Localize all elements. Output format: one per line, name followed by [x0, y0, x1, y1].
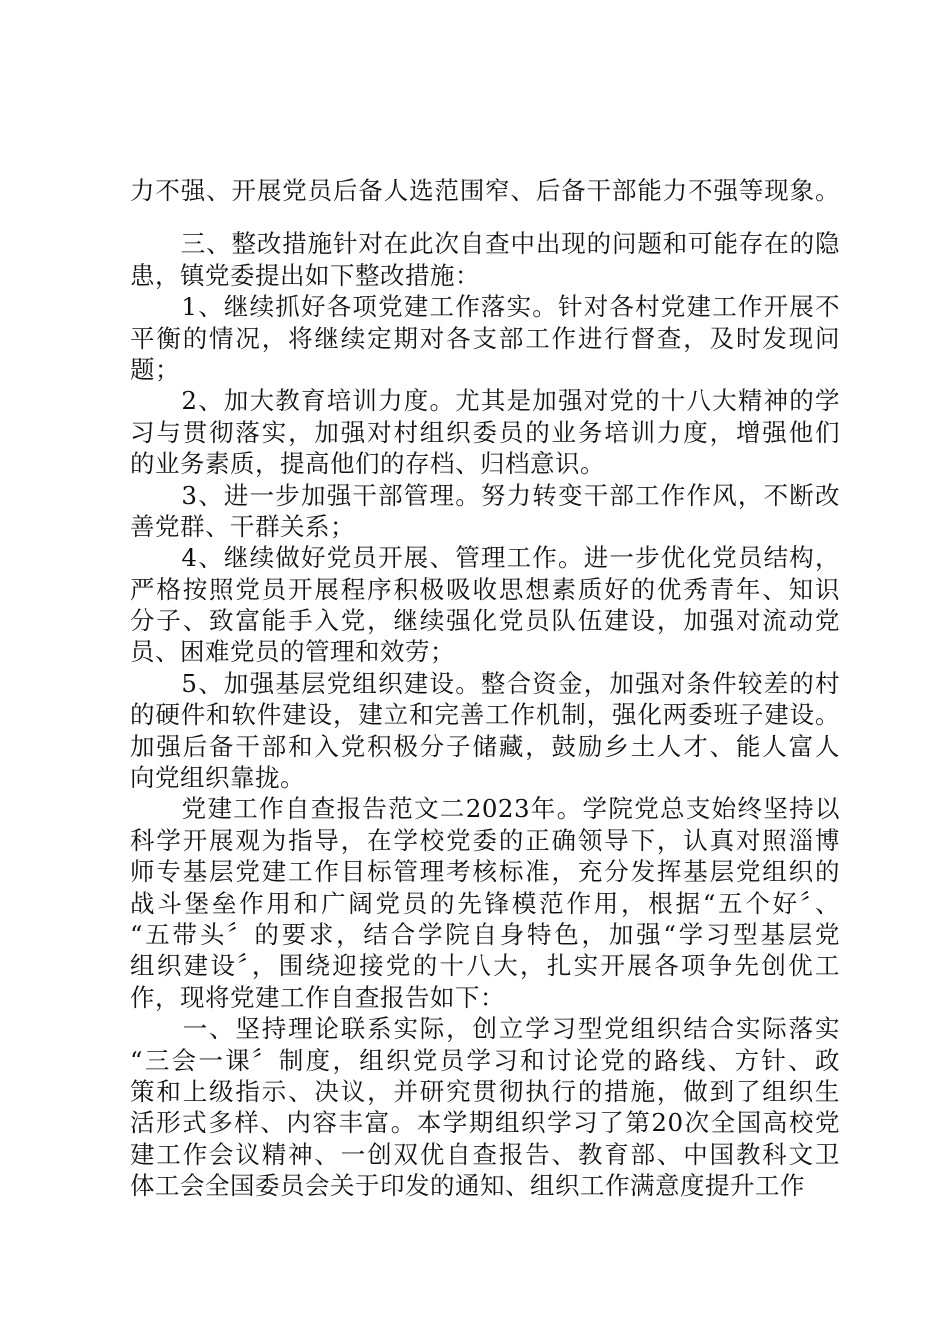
text-line: 作，现将党建工作自查报告如下：	[130, 982, 505, 1012]
text-line: 战斗堡垒作用和广阔党员的先锋模范作用，根据“五个好〞、	[130, 888, 840, 918]
text-line: 的业务素质，提高他们的存档、归档意识。	[130, 449, 605, 479]
text-line: 1、继续抓好各项党建工作落实。针对各村党建工作开展不	[130, 292, 840, 322]
text-line: 向党组织靠拢。	[130, 763, 305, 793]
text-line: 3、进一步加强干部管理。努力转变干部工作作风，不断改	[130, 480, 840, 510]
text-line: 党建工作自查报告范文二2023年。学院党总支始终坚持以	[130, 794, 840, 824]
text-line: 加强后备干部和入党积极分子储藏，鼓励乡土人才、能人富人	[130, 731, 840, 761]
text-line: 科学开展观为指导，在学校党委的正确领导下，认真对照淄博	[130, 825, 840, 855]
text-line: 分子、致富能手入党，继续强化党员队伍建设，加强对流动党	[130, 606, 840, 636]
text-line: “五带头〞的要求，结合学院自身特色，加强“学习型基层党	[130, 919, 840, 949]
text-line: 5、加强基层党组织建设。整合资金，加强对条件较差的村	[130, 668, 840, 698]
text-line: 策和上级指示、决议，并研究贯彻执行的措施，做到了组织生	[130, 1076, 840, 1106]
text-line: 平衡的情况，将继续定期对各支部工作进行督查，及时发现问	[130, 323, 840, 353]
text-line: 一、坚持理论联系实际，创立学习型党组织结合实际落实	[130, 1014, 840, 1044]
paragraph-gap	[130, 206, 840, 228]
text-line: 员、困难党员的管理和效劳；	[130, 637, 455, 667]
text-line: 善党群、干群关系；	[130, 511, 355, 541]
text-line: 4、继续做好党员开展、管理工作。进一步优化党员结构，	[130, 543, 840, 573]
text-line: 师专基层党建工作目标管理考核标准，充分发挥基层党组织的	[130, 857, 840, 887]
text-line: 题；	[130, 354, 180, 384]
text-line: 2、加大教育培训力度。尤其是加强对党的十八大精神的学	[130, 386, 840, 416]
text-line: 患，镇党委提出如下整改措施：	[130, 260, 480, 290]
document-body	[130, 175, 840, 1202]
text-line: 体工会全国委员会关于印发的通知、组织工作满意度提升工作	[130, 1171, 805, 1201]
text-line: 组织建设〞，围绕迎接党的十八大，扎实开展各项争先创优工	[130, 951, 840, 981]
text-line: 活形式多样、内容丰富。本学期组织学习了第20次全国高校党	[130, 1108, 840, 1138]
text-line: 的硬件和软件建设，建立和完善工作机制，强化两委班子建设。	[130, 700, 840, 730]
text-line: 习与贯彻落实，加强对村组织委员的业务培训力度，增强他们	[130, 417, 840, 447]
text-line: “三会一课〞制度，组织党员学习和讨论党的路线、方针、政	[130, 1045, 840, 1075]
text-line: 严格按照党员开展程序积极吸收思想素质好的优秀青年、知识	[130, 574, 840, 604]
text-line: 建工作会议精神、一创双优自查报告、教育部、中国教科文卫	[130, 1139, 840, 1169]
text-line: 三、整改措施针对在此次自查中出现的问题和可能存在的隐	[130, 229, 840, 259]
text-lines	[130, 228, 840, 1201]
intro-line: 力不强、开展党员后备人选范围窄、后备干部能力不强等现象。	[130, 176, 840, 205]
